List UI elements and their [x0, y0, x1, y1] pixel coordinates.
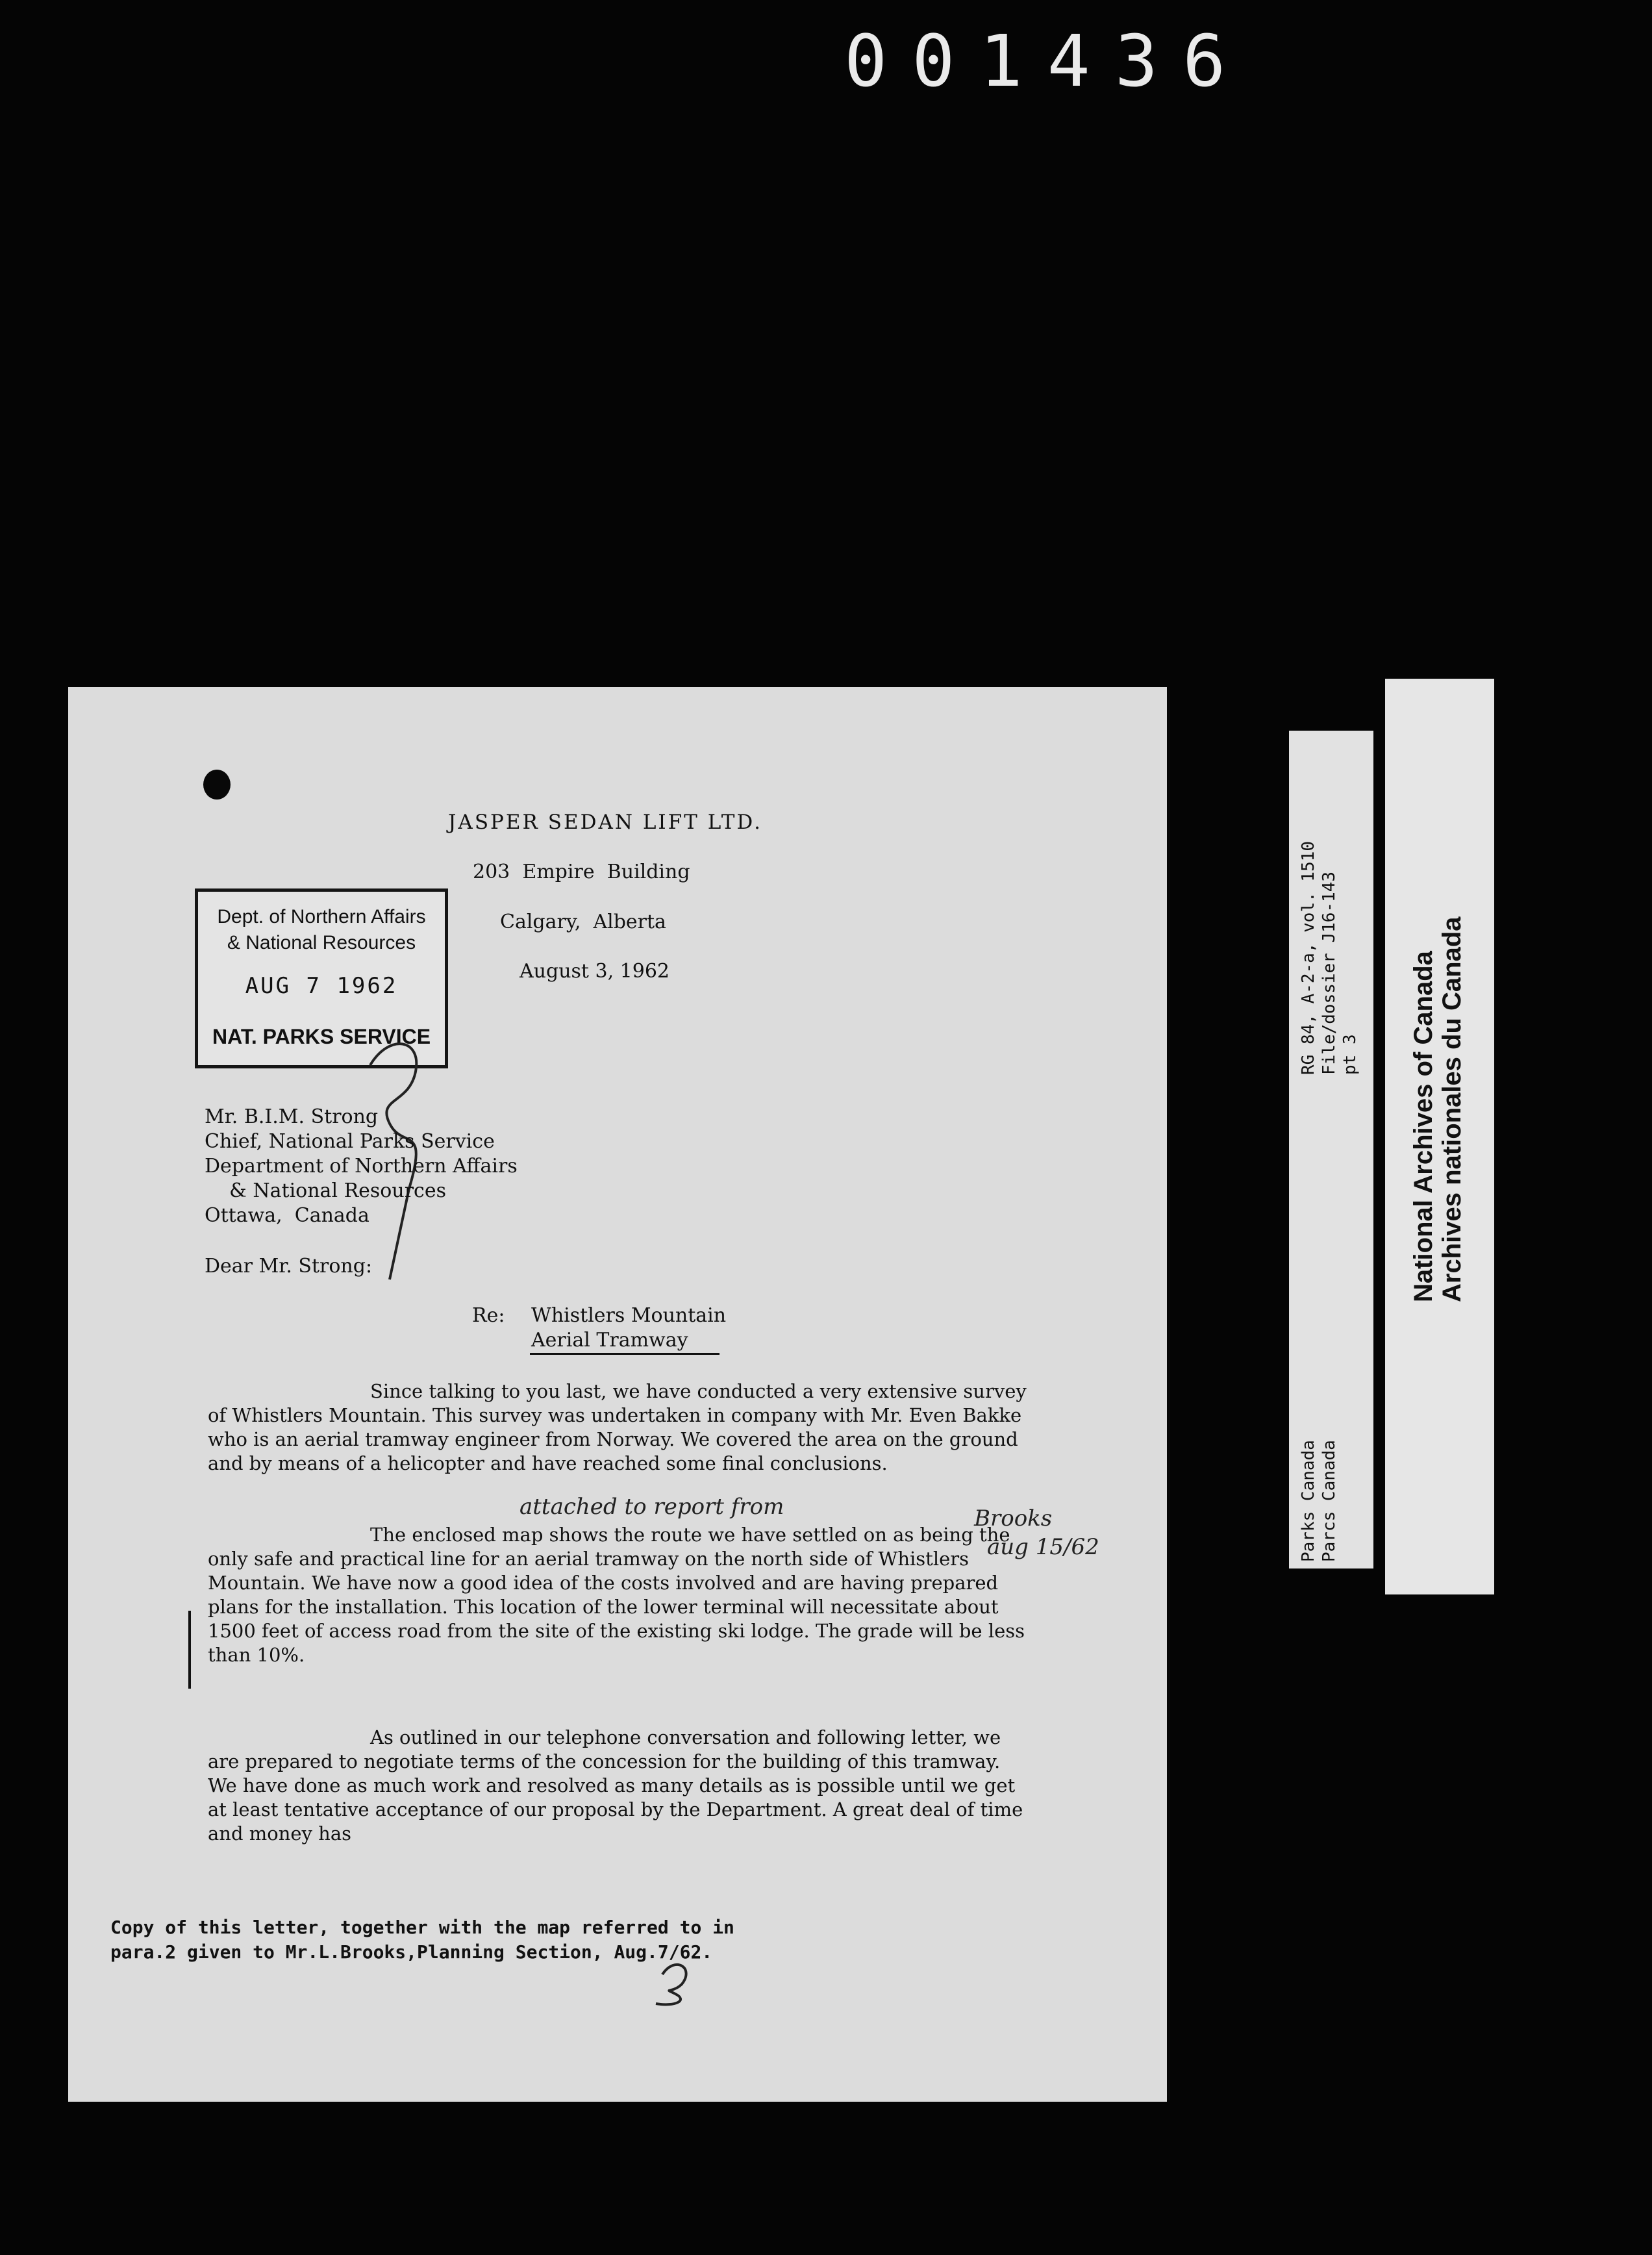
handwritten-annotation-1: attached to report from [519, 1494, 784, 1520]
subject-line-2: Aerial Tramway [531, 1329, 688, 1352]
recipient-line-5: Ottawa, Canada [205, 1204, 369, 1227]
archive-reference-1: RG 84, A-2-a, vol. 1510 [1299, 840, 1318, 1075]
paragraph-1: Since talking to you last, we have conducted a very extensive survey of Whistlers Mountain. This survey was undertaken in company with Mr. Even Bakke who is an aerial tramway engineer from Norway. We covered the area on the ground and by means of a helicopter and have reached some final conclusions. [208, 1380, 1027, 1474]
margin-mark [188, 1611, 191, 1689]
stamp-date: AUG 7 1962 [245, 973, 398, 999]
subject-line-1: Whistlers Mountain [531, 1304, 727, 1327]
stamp-line-2: & National Resources [227, 932, 416, 953]
address-line-2: Calgary, Alberta [500, 911, 666, 933]
archive-reference-2: File/dossier J16-143 [1320, 871, 1339, 1075]
typed-note-line-1: Copy of this letter, together with the map referred to in [110, 1917, 734, 1938]
archive-reference-strip [1289, 731, 1373, 1568]
archives-label-strip [1385, 679, 1494, 1594]
salutation: Dear Mr. Strong: [205, 1255, 373, 1278]
recipient-line-1: Mr. B.I.M. Strong [205, 1105, 379, 1128]
stamp-line-4: NAT. PARKS SERVICE [212, 1025, 431, 1048]
frame-number: 001436 [844, 19, 1251, 103]
company-name: JASPER SEDAN LIFT LTD. [448, 811, 763, 834]
handwritten-annotation-2: Brooks [974, 1505, 1053, 1531]
archive-reference-3: pt 3 [1340, 1034, 1360, 1075]
handwritten-annotation-3: aug 15/62 [987, 1534, 1099, 1560]
archives-name-en: National Archives of Canada [1409, 951, 1438, 1302]
typed-note-line-2: para.2 given to Mr.L.Brooks,Planning Section, Aug.7/62. [110, 1941, 713, 1963]
punch-hole [203, 770, 231, 800]
handwritten-initial [649, 1955, 701, 2007]
recipient-line-4: & National Resources [205, 1179, 446, 1202]
archives-name-fr: Archives nationales du Canada [1438, 916, 1466, 1302]
letter-date: August 3, 1962 [519, 960, 670, 983]
address-line-1: 203 Empire Building [473, 861, 690, 883]
agency-name-fr: Parcs Canada [1320, 1440, 1339, 1562]
paragraph-2: The enclosed map shows the route we have settled on as being the only safe and practical line for an aerial tramway on the north side of Whistlers Mountain. We have now a good idea of the costs involved and are having prepared plans for the installation. This location of the lower terminal will necessitate about 1500 feet of access road from the site of the existing ski lodge. The grade will be less than 10%. [208, 1524, 1025, 1666]
subject-re-label: Re: [472, 1304, 505, 1327]
recipient-line-2: Chief, National Parks Service [205, 1130, 495, 1153]
agency-name-en: Parks Canada [1299, 1440, 1318, 1562]
recipient-line-3: Department of Northern Affairs [205, 1155, 518, 1178]
subject-underline [530, 1353, 720, 1355]
stamp-line-1: Dept. of Northern Affairs [217, 906, 426, 927]
paragraph-3: As outlined in our telephone conversation and following letter, we are prepared to negotiate terms of the concession for the building of this tramway. We have done as much work and resolved as many details as is possible until we get at least tentative acceptance of our proposal by the Department. A great deal of time and money has [208, 1726, 1023, 1845]
